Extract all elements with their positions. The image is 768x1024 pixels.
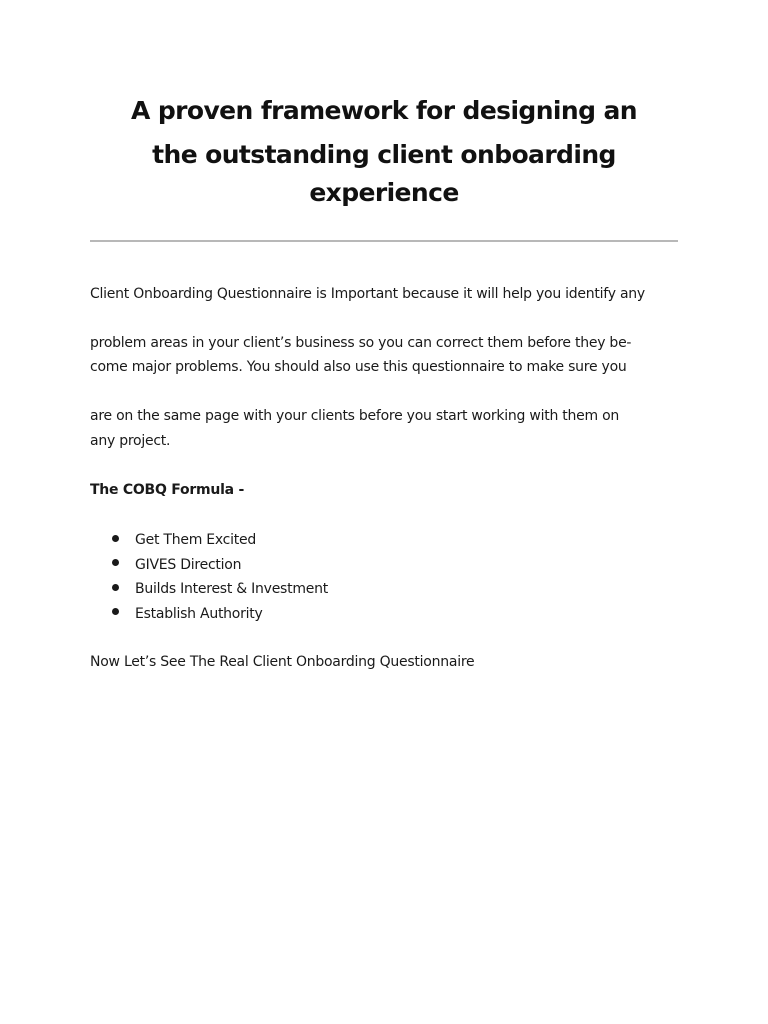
- closing-line: Now Let’s See The Real Client Onboarding Questionnaire: [90, 654, 475, 670]
- paragraph-line: Client Onboarding Questionnaire is Important because it will help you identify any: [90, 286, 645, 302]
- title-line-3: experience: [309, 178, 459, 207]
- list-item-label: Get Them Excited: [135, 532, 256, 548]
- formula-list: [112, 530, 328, 628]
- formula-heading: The COBQ Formula -: [90, 482, 245, 498]
- list-item: [112, 530, 328, 555]
- title-line-1: A proven framework for designing an: [131, 96, 637, 125]
- paragraph-line: come major problems. You should also use this questionnaire to make sure you: [90, 359, 627, 375]
- list-item-label: GIVES Direction: [135, 556, 242, 573]
- bullet-icon: [112, 559, 119, 566]
- title-line-2: the outstanding client onboarding: [152, 140, 616, 169]
- bullet-icon: [112, 584, 119, 591]
- title-divider: [90, 240, 678, 242]
- paragraph-line: are on the same page with your clients before you start working with them on: [90, 408, 620, 424]
- bullet-icon: [112, 535, 119, 542]
- list-item: [112, 555, 328, 580]
- list-item: [112, 579, 328, 604]
- list-item-label: Establish Authority: [135, 605, 263, 622]
- paragraph-line: any project.: [90, 433, 171, 449]
- list-item-label: Builds Interest & Investment: [135, 581, 328, 598]
- bullet-icon: [112, 608, 119, 615]
- list-item: [112, 604, 328, 629]
- paragraph-line: problem areas in your client’s business so you can correct them before they be-: [90, 335, 632, 351]
